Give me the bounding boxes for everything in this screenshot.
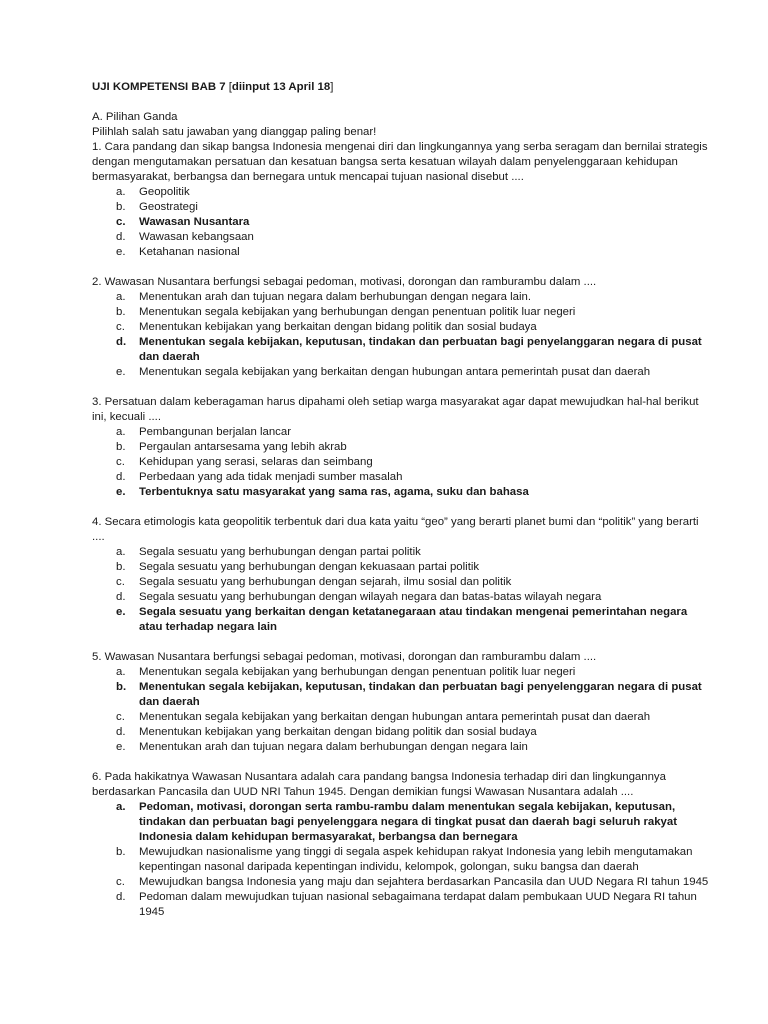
question-text: 6. Pada hakikatnya Wawasan Nusantara adalah cara pandang bangsa Indonesia terhadap diri dan lingkungannya berdasarkan Pancasila dan UUD NRI Tahun 1945. Dengan demikian fungsi Wawasan Nusantara adalah .... [92,771,666,798]
option-text: Terbentuknya satu masyarakat yang sama ras, agama, suku dan bahasa [139,486,529,498]
document-title [92,80,712,95]
option-text: Menentukan kebijakan yang berkaitan dengan bidang politik dan sosial budaya [139,321,537,333]
option [92,665,712,680]
option-text: Pedoman dalam mewujudkan tujuan nasional sebagaimana terdapat dalam pembukaan UUD Negara RI tahun 1945 [139,891,697,918]
option-letter: a. [116,666,126,678]
option-text: Geopolitik [139,186,190,198]
question-2 [92,275,712,380]
option-letter: a. [116,291,126,303]
option [92,230,712,245]
option-letter: c. [116,711,125,723]
option-text: Menentukan segala kebijakan, keputusan, tindakan dan perbuatan bagi penyelenggaran negara di pusat dan daerah [139,681,702,708]
option [92,575,712,590]
answer-option [92,605,712,635]
option [92,440,712,455]
option [92,365,712,380]
answer-option [92,485,712,500]
answer-option [92,800,712,845]
option-letter: a. [116,546,126,558]
option-letter: e. [116,486,126,498]
option-letter: b. [116,306,126,318]
option [92,725,712,740]
input-date: diinput 13 April 18 [231,81,331,93]
option-text: Menentukan segala kebijakan, keputusan, tindakan dan perbuatan bagi penyelanggaran negara di pusat dan daerah [139,336,702,363]
option-letter: d. [116,471,126,483]
question-1 [92,140,712,260]
option-text: Pedoman, motivasi, dorongan serta rambu-rambu dalam menentukan segala kebijakan, keputusan, tindakan dan perbuatan bagi penyelenggara negara di tingkat pusat dan daerah bagi seluruh rakyat Indonesia dalam kehidupan bermasyarakat, berbangsa dan bernegara [139,801,678,843]
option-text: Segala sesuatu yang berkaitan dengan ketatanegaraan atau tindakan mengenai pemerintahan negara atau terhadap negara lain [139,606,688,633]
date-bracket-open: [ [228,81,232,93]
option-text: Wawasan kebangsaan [139,231,254,243]
section-heading: A. Pilihan Ganda [92,111,178,123]
option [92,545,712,560]
option-text: Menentukan kebijakan yang berkaitan dengan bidang politik dan sosial budaya [139,726,537,738]
option-letter: d. [116,891,126,903]
option-letter: a. [116,801,126,813]
option-letter: c. [116,876,125,888]
option [92,890,712,920]
question-text: 3. Persatuan dalam keberagaman harus dipahami oleh setiap warga masyarakat agar dapat mewujudkan hal-hal berikut ini, kecuali .... [92,396,699,423]
option-list [92,425,712,500]
option [92,845,712,875]
option-text: Pergaulan antarsesama yang lebih akrab [139,441,347,453]
option-text: Segala sesuatu yang berhubungan dengan sejarah, ilmu sosial dan politik [139,576,512,588]
question-3 [92,395,712,500]
date-bracket-close: ] [330,81,334,93]
option-list [92,545,712,635]
option-letter: d. [116,336,127,348]
option [92,470,712,485]
option-text: Segala sesuatu yang berhubungan dengan partai politik [139,546,421,558]
question-list [92,140,712,920]
option [92,710,712,725]
question-text: 1. Cara pandang dan sikap bangsa Indonesia mengenai diri dan lingkungannya yang serba seragam dan bernilai strategis dengan mengutamakan persatuan dan kesatuan bangsa serta kesatuan wilayah dalam penyelenggaraan kehidupan bermasyarakat, berbangsa dan bernegara untuk mencapai tujuan nasional disebut .... [92,141,708,183]
option-text: Menentukan segala kebijakan yang berhubungan dengan penentuan politik luar negeri [139,306,576,318]
option-list [92,665,712,755]
option-letter: d. [116,591,126,603]
answer-option [92,335,712,365]
option [92,320,712,335]
option-text: Menentukan segala kebijakan yang berkaitan dengan hubungan antara pemerintah pusat dan daerah [139,711,651,723]
option [92,590,712,605]
option-letter: a. [116,186,126,198]
option [92,740,712,755]
option [92,200,712,215]
answer-option [92,215,712,230]
option-text: Ketahanan nasional [139,246,240,258]
option-text: Kehidupan yang serasi, selaras dan seimbang [139,456,373,468]
option [92,290,712,305]
option-letter: c. [116,576,125,588]
option-text: Wawasan Nusantara [139,216,250,228]
document-page [92,80,712,920]
option-letter: a. [116,426,126,438]
option-text: Segala sesuatu yang berhubungan dengan wilayah negara dan batas-batas wilayah negara [139,591,602,603]
answer-option [92,680,712,710]
input-date-note [229,81,334,93]
option-text: Menentukan segala kebijakan yang berkaitan dengan hubungan antara pemerintah pusat dan daerah [139,366,651,378]
option-letter: b. [116,561,126,573]
option-text: Segala sesuatu yang berhubungan dengan kekuasaan partai politik [139,561,480,573]
section-instruction: Pilihlah salah satu jawaban yang dianggap paling benar! [92,126,377,138]
option-letter: e. [116,606,126,618]
option-text: Perbedaan yang ada tidak menjadi sumber masalah [139,471,403,483]
option-list [92,290,712,380]
option-letter: e. [116,741,126,753]
option-letter: c. [116,456,125,468]
question-6 [92,770,712,920]
option [92,245,712,260]
option [92,185,712,200]
option-letter: c. [116,216,126,228]
option-list [92,800,712,920]
option-letter: b. [116,681,127,693]
question-text: 2. Wawasan Nusantara berfungsi sebagai pedoman, motivasi, dorongan dan ramburambu dalam .... [92,276,597,288]
option-text: Pembangunan berjalan lancar [139,426,291,438]
title-text: UJI KOMPETENSI BAB 7 [92,81,226,93]
option-letter: e. [116,366,126,378]
question-5 [92,650,712,755]
option-text: Mewujudkan bangsa Indonesia yang maju dan sejahtera berdasarkan Pancasila dan UUD Negara RI tahun 1945 [139,876,709,888]
option-text: Mewujudkan nasionalisme yang tinggi di segala aspek kehidupan rakyat Indonesia yang lebih mengutamakan kepentingan nasonal daripada kepentingan individu, kelompok, golongan, suku bangsa dan daerah [139,846,693,873]
option-text: Geostrategi [139,201,198,213]
option-letter: b. [116,846,126,858]
option-letter: c. [116,321,125,333]
option [92,875,712,890]
option-letter: d. [116,726,126,738]
question-text: 5. Wawasan Nusantara berfungsi sebagai pedoman, motivasi, dorongan dan ramburambu dalam .... [92,651,597,663]
option [92,560,712,575]
option-text: Menentukan arah dan tujuan negara dalam berhubungan dengan negara lain. [139,291,532,303]
option-letter: b. [116,201,126,213]
option-letter: d. [116,231,126,243]
question-4 [92,515,712,635]
option-letter: e. [116,246,126,258]
option [92,305,712,320]
option-letter: b. [116,441,126,453]
option-text: Menentukan segala kebijakan yang berhubungan dengan penentuan politik luar negeri [139,666,576,678]
option [92,455,712,470]
option-list [92,185,712,260]
option [92,425,712,440]
option-text: Menentukan arah dan tujuan negara dalam berhubungan dengan negara lain [139,741,528,753]
question-text: 4. Secara etimologis kata geopolitik terbentuk dari dua kata yaitu “geo” yang berarti planet bumi dan “politik” yang berarti .... [92,516,699,543]
